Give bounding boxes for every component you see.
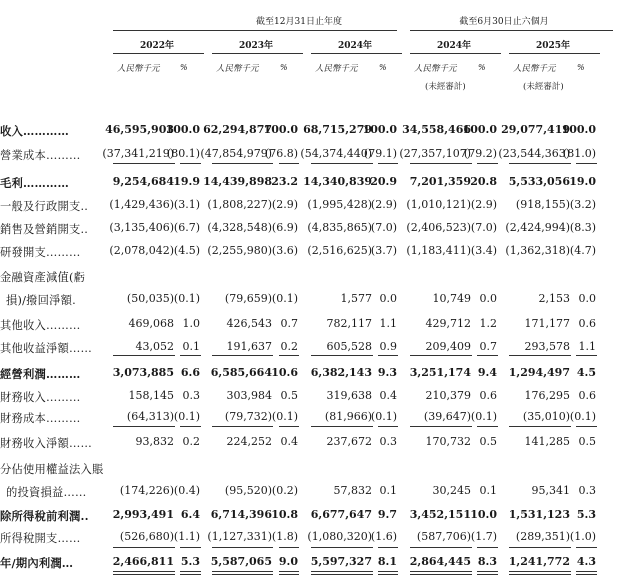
cell-amount: 6,585,664: [210, 366, 272, 379]
cell-percent: (1.8): [271, 530, 298, 543]
underline: [279, 571, 299, 575]
cell-percent: 0.5: [578, 435, 596, 448]
underline: [410, 547, 472, 548]
cell-amount: (587,706): [416, 530, 471, 543]
group-title-interim: 截至6月30日止六個月: [459, 17, 549, 27]
year-2024: 2024年: [337, 41, 373, 51]
underline: [279, 547, 299, 548]
cell-percent: (7.0): [370, 221, 397, 234]
cell-percent: (76.8): [264, 147, 298, 160]
cell-amount: 170,732: [425, 435, 471, 448]
year-rule-5: [509, 53, 600, 54]
cell-percent: (1.1): [173, 530, 200, 543]
underline: [378, 163, 398, 164]
cell-amount: 6,382,143: [310, 366, 372, 379]
row-label: 收入…………: [0, 124, 69, 138]
cell-percent: 19.0: [569, 175, 596, 188]
underline: [509, 163, 571, 164]
underline: [180, 426, 201, 427]
cell-percent: (0.1): [271, 410, 298, 423]
cell-amount: 2,993,491: [112, 508, 174, 521]
unit-amount-4: 人民幣千元: [414, 64, 457, 74]
cell-amount: (1,429,436): [109, 198, 174, 211]
underline: [279, 163, 299, 164]
underline: [180, 163, 201, 164]
cell-amount: 1,577: [340, 292, 372, 305]
cell-amount: 6,677,647: [310, 508, 372, 521]
cell-amount: (64,313): [126, 410, 174, 423]
cell-amount: (50,035): [126, 292, 174, 305]
cell-amount: (79,732): [224, 410, 272, 423]
cell-percent: 1.1: [578, 340, 596, 353]
cell-amount: 171,177: [524, 317, 570, 330]
cell-amount: (174,226): [119, 484, 174, 497]
cell-percent: 23.2: [271, 175, 298, 188]
cell-amount: (81,966): [324, 410, 372, 423]
cell-amount: (95,520): [224, 484, 272, 497]
unit-amount-3: 人民幣千元: [315, 64, 358, 74]
cell-amount: 303,984: [226, 389, 272, 402]
underline: [410, 355, 472, 356]
year-2023: 2023年: [238, 41, 274, 51]
underline: [311, 355, 373, 356]
underline: [212, 547, 273, 548]
cell-amount: (2,516,625): [307, 244, 372, 257]
group-title-annual: 截至12月31日止年度: [256, 17, 342, 27]
cell-amount: (1,127,331): [207, 530, 272, 543]
cell-amount: (2,078,042): [109, 244, 174, 257]
cell-percent: 19.9: [173, 175, 200, 188]
cell-amount: (4,835,865): [307, 221, 372, 234]
cell-percent: (0.1): [271, 292, 298, 305]
cell-percent: 0.4: [379, 389, 397, 402]
cell-amount: (2,424,994): [505, 221, 570, 234]
cell-percent: (3.6): [271, 244, 298, 257]
underline: [410, 163, 472, 164]
cell-amount: 1,241,772: [508, 555, 570, 568]
cell-amount: (3,135,406): [109, 221, 174, 234]
cell-percent: 100.0: [362, 123, 397, 136]
cell-amount: (54,374,440): [300, 147, 372, 160]
underline: [311, 163, 373, 164]
cell-amount: 426,543: [226, 317, 272, 330]
underline: [212, 571, 273, 575]
cell-amount: 5,533,056: [508, 175, 570, 188]
cell-amount: 93,832: [135, 435, 174, 448]
cell-amount: 605,528: [326, 340, 372, 353]
cell-percent: 6.4: [180, 508, 200, 521]
cell-amount: 224,252: [226, 435, 272, 448]
underline: [509, 355, 571, 356]
cell-amount: 176,295: [524, 389, 570, 402]
row-label: 銷售及營銷開支..: [0, 223, 89, 236]
cell-amount: (1,995,428): [307, 198, 372, 211]
row-label: 其他收入………: [0, 319, 81, 332]
cell-percent: (4.5): [173, 244, 200, 257]
cell-percent: 0.1: [379, 484, 397, 497]
row-label: 分佔使用權益法入賬: [0, 463, 104, 476]
underline: [576, 426, 597, 427]
cell-amount: 57,832: [333, 484, 372, 497]
cell-percent: 20.8: [470, 175, 497, 188]
cell-amount: 43,052: [135, 340, 174, 353]
cell-percent: 0.0: [479, 292, 497, 305]
cell-percent: (2.9): [370, 198, 397, 211]
unit-amount-5: 人民幣千元: [513, 64, 556, 74]
underline: [311, 426, 373, 427]
underline: [410, 571, 472, 575]
underline: [576, 571, 597, 575]
unit-amount-1: 人民幣千元: [117, 64, 160, 74]
cell-percent: 4.5: [576, 366, 596, 379]
group-rule-interim: [410, 30, 613, 31]
cell-amount: (4,328,548): [207, 221, 272, 234]
cell-amount: 782,117: [326, 317, 372, 330]
cell-percent: 9.3: [377, 366, 397, 379]
cell-amount: (1,080,320): [307, 530, 372, 543]
cell-percent: (0.1): [470, 410, 497, 423]
cell-percent: (3.2): [569, 198, 596, 211]
unit-pct-2: %: [280, 63, 288, 72]
year-2022: 2022年: [139, 41, 175, 51]
cell-percent: 100.0: [561, 123, 596, 136]
row-label: 財務收入淨額……: [0, 437, 92, 450]
cell-percent: 0.6: [479, 389, 497, 402]
cell-percent: 0.1: [479, 484, 497, 497]
underline: [113, 355, 175, 356]
cell-percent: (3.1): [173, 198, 200, 211]
cell-percent: 8.3: [477, 555, 497, 568]
cell-percent: (0.1): [173, 292, 200, 305]
cell-percent: 0.3: [182, 389, 200, 402]
cell-percent: 100.0: [462, 123, 497, 136]
cell-percent: (8.3): [569, 221, 596, 234]
cell-amount: 6,714,396: [210, 508, 272, 521]
cell-amount: 2,466,811: [112, 555, 174, 568]
underline: [378, 571, 398, 575]
cell-amount: (1,010,121): [406, 198, 471, 211]
underline: [180, 571, 201, 575]
row-label: 的投資損益……: [6, 486, 87, 499]
cell-percent: (4.7): [569, 244, 596, 257]
cell-percent: 4.3: [576, 555, 596, 568]
cell-amount: 14,439,898: [203, 175, 272, 188]
cell-percent: 1.1: [379, 317, 397, 330]
row-label: 損)/撥回淨額.: [6, 294, 76, 307]
row-label: 金融資產減值(虧: [0, 271, 86, 284]
cell-amount: 62,294,877: [203, 123, 272, 136]
row-label: 營業成本………: [0, 149, 81, 162]
cell-amount: 191,637: [226, 340, 272, 353]
underline: [378, 355, 398, 356]
cell-percent: (1.6): [370, 530, 397, 543]
underline: [576, 163, 597, 164]
cell-percent: (79.1): [363, 147, 397, 160]
underline: [576, 547, 597, 548]
cell-amount: 68,715,279: [303, 123, 372, 136]
cell-amount: 429,712: [425, 317, 471, 330]
row-label: 其他收益淨額……: [0, 342, 92, 355]
underline: [113, 163, 175, 164]
cell-percent: (79.2): [463, 147, 497, 160]
cell-amount: (47,854,979): [200, 147, 272, 160]
underline: [477, 571, 498, 575]
cell-percent: (0.1): [370, 410, 397, 423]
cell-amount: 210,379: [425, 389, 471, 402]
cell-percent: 5.3: [180, 555, 200, 568]
cell-percent: (6.7): [173, 221, 200, 234]
row-label: 財務成本………: [0, 412, 81, 425]
unit-pct-4: %: [478, 63, 486, 72]
cell-percent: (6.9): [271, 221, 298, 234]
cell-amount: 10,749: [432, 292, 471, 305]
cell-percent: 9.7: [377, 508, 397, 521]
cell-percent: 100.0: [263, 123, 298, 136]
row-label: 除所得稅前利潤..: [0, 509, 89, 523]
cell-amount: (1,183,411): [406, 244, 471, 257]
cell-amount: 141,285: [524, 435, 570, 448]
underline: [477, 355, 498, 356]
cell-amount: 237,672: [326, 435, 372, 448]
cell-amount: 46,595,903: [105, 123, 174, 136]
cell-percent: (0.1): [173, 410, 200, 423]
cell-percent: 1.2: [479, 317, 497, 330]
cell-percent: 6.6: [180, 366, 200, 379]
cell-percent: (1.0): [569, 530, 596, 543]
underline: [180, 547, 201, 548]
underline: [477, 163, 498, 164]
cell-amount: 3,452,151: [409, 508, 471, 521]
cell-percent: 0.2: [280, 340, 298, 353]
year-rule-1: [113, 53, 204, 54]
underline: [378, 547, 398, 548]
cell-amount: 5,597,327: [310, 555, 372, 568]
cell-amount: 95,341: [531, 484, 570, 497]
cell-percent: 1.0: [182, 317, 200, 330]
cell-amount: 1,294,497: [508, 366, 570, 379]
cell-percent: 0.9: [379, 340, 397, 353]
cell-amount: (35,010): [522, 410, 570, 423]
cell-amount: 293,578: [524, 340, 570, 353]
row-label: 經營利潤………: [0, 367, 81, 381]
cell-amount: 469,068: [128, 317, 174, 330]
row-label: 毛利…………: [0, 176, 69, 190]
underline: [212, 163, 273, 164]
row-label: 所得稅開支……: [0, 532, 81, 545]
cell-amount: (289,351): [515, 530, 570, 543]
cell-amount: 7,201,359: [409, 175, 471, 188]
underline: [477, 426, 498, 427]
cell-amount: 319,638: [326, 389, 372, 402]
unit-pct-5: %: [577, 63, 585, 72]
cell-percent: (2.9): [470, 198, 497, 211]
underline: [180, 355, 201, 356]
row-label: 財務收入………: [0, 391, 81, 404]
cell-amount: 158,145: [128, 389, 174, 402]
underline: [212, 355, 273, 356]
cell-percent: 0.3: [578, 484, 596, 497]
unit-pct-3: %: [379, 63, 387, 72]
cell-percent: (0.2): [271, 484, 298, 497]
year-rule-4: [410, 53, 501, 54]
cell-amount: 3,073,885: [112, 366, 174, 379]
row-label: 一般及行政開支..: [0, 200, 89, 213]
cell-percent: 0.6: [578, 317, 596, 330]
cell-amount: (37,341,219): [102, 147, 174, 160]
cell-amount: (39,647): [423, 410, 471, 423]
underline: [279, 426, 299, 427]
cell-amount: (1,808,227): [207, 198, 272, 211]
cell-amount: (1,362,318): [505, 244, 570, 257]
cell-amount: (27,357,107): [399, 147, 471, 160]
cell-percent: 0.0: [379, 292, 397, 305]
cell-amount: 3,251,174: [409, 366, 471, 379]
cell-percent: (3.4): [470, 244, 497, 257]
cell-amount: 1,531,123: [508, 508, 570, 521]
cell-amount: 9,254,684: [112, 175, 174, 188]
cell-percent: (3.7): [370, 244, 397, 257]
cell-percent: 0.1: [182, 340, 200, 353]
unaudited-note-1: (未經審計): [425, 82, 466, 92]
underline: [311, 571, 373, 575]
cell-percent: 0.0: [578, 292, 596, 305]
unaudited-note-2: (未經審計): [523, 82, 564, 92]
cell-percent: (0.1): [569, 410, 596, 423]
underline: [212, 426, 273, 427]
cell-amount: 2,153: [538, 292, 570, 305]
cell-percent: 9.0: [278, 555, 298, 568]
cell-amount: (918,155): [515, 198, 570, 211]
cell-amount: (79,659): [224, 292, 272, 305]
underline: [509, 547, 571, 548]
year-2024-interim: 2024年: [436, 41, 472, 51]
cell-percent: 100.0: [165, 123, 200, 136]
cell-percent: 10.6: [271, 366, 298, 379]
cell-amount: 34,558,466: [402, 123, 471, 136]
underline: [477, 547, 498, 548]
cell-percent: 8.1: [377, 555, 397, 568]
cell-percent: 0.7: [280, 317, 298, 330]
cell-percent: (80.1): [166, 147, 200, 160]
year-rule-3: [311, 53, 402, 54]
underline: [279, 355, 299, 356]
cell-percent: 0.2: [182, 435, 200, 448]
cell-amount: (23,544,363): [498, 147, 570, 160]
underline: [113, 426, 175, 427]
cell-percent: 10.0: [470, 508, 497, 521]
cell-amount: 209,409: [425, 340, 471, 353]
underline: [113, 547, 175, 548]
cell-amount: 30,245: [432, 484, 471, 497]
year-2025-interim: 2025年: [535, 41, 571, 51]
cell-percent: 0.7: [479, 340, 497, 353]
underline: [378, 426, 398, 427]
cell-amount: 29,077,419: [501, 123, 570, 136]
unit-amount-2: 人民幣千元: [216, 64, 259, 74]
underline: [509, 571, 571, 575]
cell-amount: (2,255,980): [207, 244, 272, 257]
cell-percent: (7.0): [470, 221, 497, 234]
cell-percent: 0.4: [280, 435, 298, 448]
unit-pct-1: %: [180, 63, 188, 72]
cell-amount: 14,340,839: [303, 175, 372, 188]
cell-percent: (0.4): [173, 484, 200, 497]
year-rule-2: [212, 53, 303, 54]
cell-percent: 0.5: [280, 389, 298, 402]
cell-percent: (81.0): [562, 147, 596, 160]
underline: [311, 547, 373, 548]
cell-percent: 0.3: [379, 435, 397, 448]
row-label: 年/期內利潤…: [0, 556, 74, 570]
cell-amount: 5,587,065: [210, 555, 272, 568]
cell-amount: 2,864,445: [409, 555, 471, 568]
underline: [576, 355, 597, 356]
cell-percent: (1.7): [470, 530, 497, 543]
cell-amount: (526,680): [119, 530, 174, 543]
cell-amount: (2,406,523): [406, 221, 471, 234]
cell-percent: 0.6: [578, 389, 596, 402]
underline: [410, 426, 472, 427]
underline: [509, 426, 571, 427]
cell-percent: (2.9): [271, 198, 298, 211]
underline: [113, 571, 175, 575]
group-rule-annual: [113, 30, 397, 31]
cell-percent: 0.5: [479, 435, 497, 448]
cell-percent: 5.3: [576, 508, 596, 521]
cell-percent: 10.8: [271, 508, 298, 521]
cell-percent: 20.9: [370, 175, 397, 188]
row-label: 研發開支………: [0, 246, 81, 259]
cell-percent: 9.4: [477, 366, 497, 379]
